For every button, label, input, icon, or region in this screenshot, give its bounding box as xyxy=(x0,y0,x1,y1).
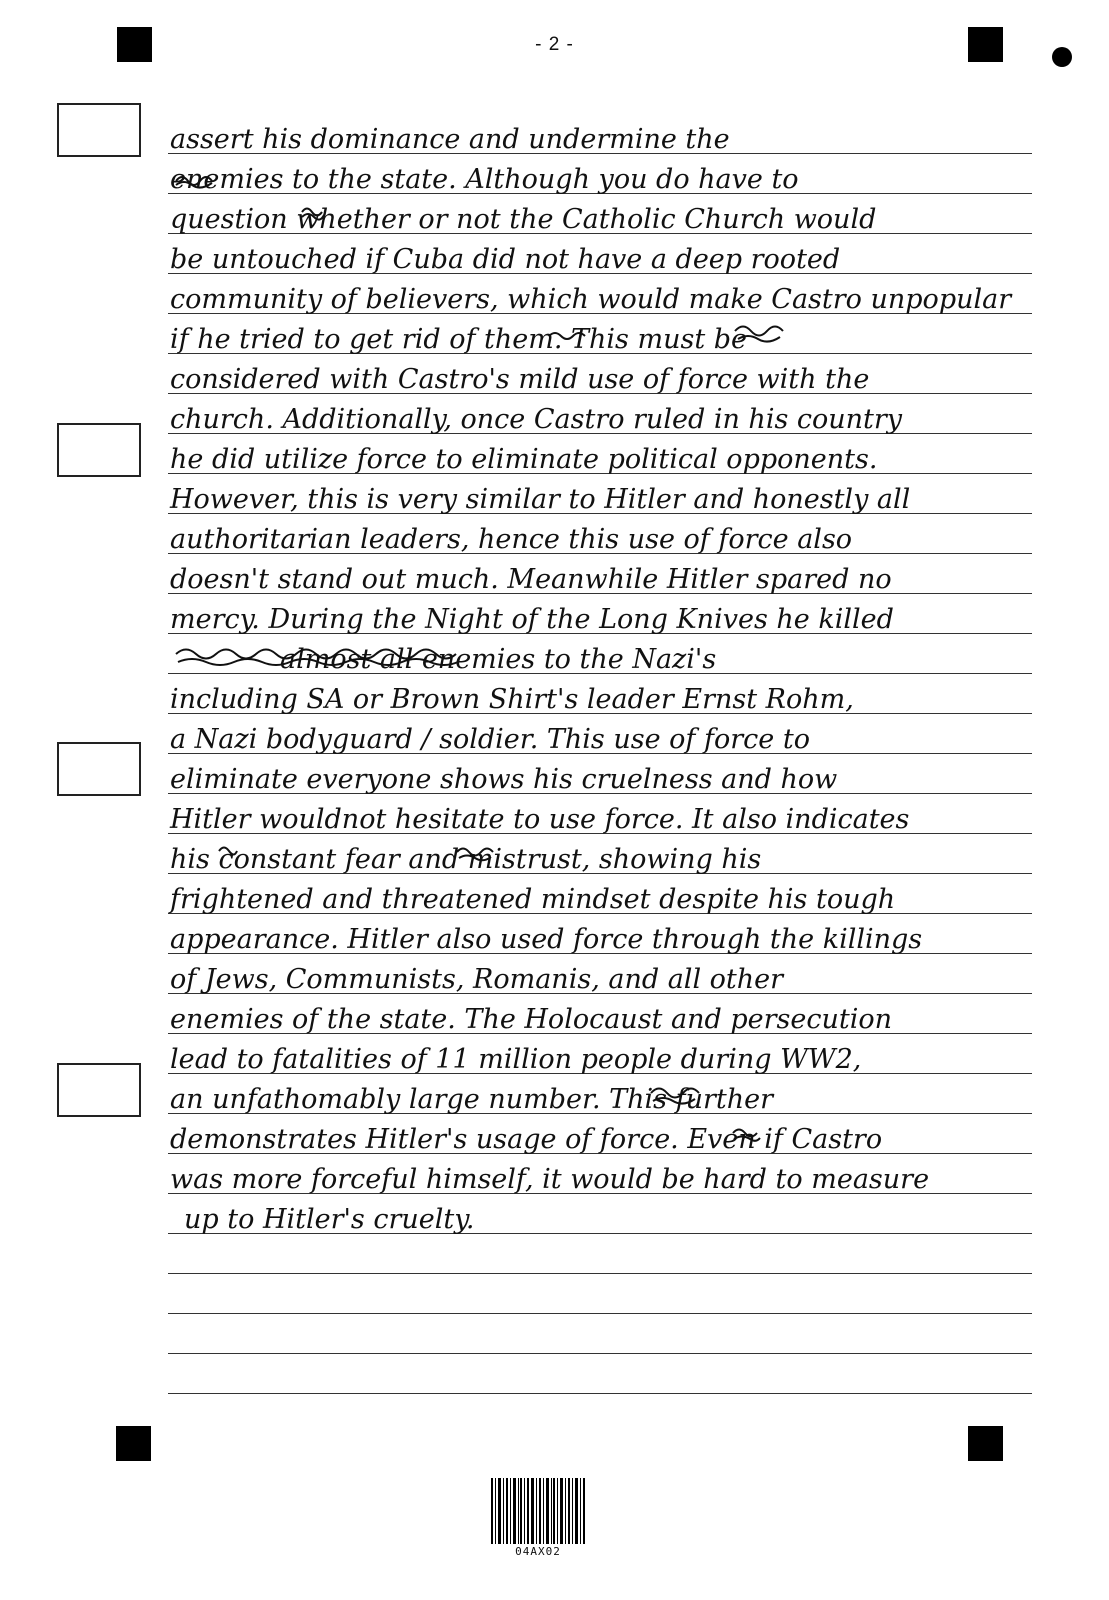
handwritten-line: question whether or not the Catholic Church would xyxy=(170,204,877,235)
handwritten-line: if he tried to get rid of them. This must be xyxy=(170,324,748,355)
handwritten-line: including SA or Brown Shirt's leader Ernst Rohm, xyxy=(170,684,854,715)
ruled-line xyxy=(168,1393,1032,1394)
handwritten-line: enemies of the state. The Holocaust and persecution xyxy=(170,1004,892,1035)
margin-box[interactable] xyxy=(57,742,141,796)
handwritten-line: authoritarian leaders, hence this use of force also xyxy=(170,524,853,555)
barcode xyxy=(491,1478,585,1544)
handwritten-line: an unfathomably large number. This further xyxy=(170,1084,774,1115)
handwritten-line: Hitler wouldnot hesitate to use force. It also indicates xyxy=(170,804,910,835)
ruled-line xyxy=(168,1313,1032,1314)
handwritten-line: community of believers, which would make Castro unpopular xyxy=(170,284,1012,315)
handwritten-line: be untouched if Cuba did not have a deep rooted xyxy=(170,244,841,275)
handwritten-line: considered with Castro's mild use of force with the xyxy=(170,364,870,395)
handwritten-line: mercy. During the Night of the Long Knives he killed xyxy=(170,604,894,635)
handwritten-line: his constant fear and mistrust, showing his xyxy=(170,844,762,875)
handwritten-line: was more forceful himself, it would be hard to measure xyxy=(170,1164,930,1195)
handwritten-line: he did utilize force to eliminate political opponents. xyxy=(170,444,878,475)
handwritten-line: enemies to the state. Although you do have to xyxy=(170,164,799,195)
ruled-line xyxy=(168,1273,1032,1274)
margin-box[interactable] xyxy=(57,1063,141,1117)
handwritten-line: However, this is very similar to Hitler and honestly all xyxy=(170,484,911,515)
handwritten-line: almost all enemies to the Nazi's xyxy=(280,644,717,675)
registration-mark-bottom-right xyxy=(968,1426,1003,1461)
handwritten-line: doesn't stand out much. Meanwhile Hitler spared no xyxy=(170,564,892,595)
handwritten-line: up to Hitler's cruelty. xyxy=(184,1204,475,1235)
hole-punch-mark xyxy=(1052,47,1072,67)
page-number: - 2 - xyxy=(535,34,574,55)
handwritten-line: of Jews, Communists, Romanis, and all other xyxy=(170,964,784,995)
registration-mark-bottom-left xyxy=(116,1426,151,1461)
registration-mark-top-left xyxy=(117,27,152,62)
margin-box[interactable] xyxy=(57,103,141,157)
registration-mark-top-right xyxy=(968,27,1003,62)
ruled-line xyxy=(168,1353,1032,1354)
handwritten-line: assert his dominance and undermine the xyxy=(170,124,730,155)
handwritten-line: demonstrates Hitler's usage of force. Even if Castro xyxy=(170,1124,883,1155)
handwritten-line: appearance. Hitler also used force through the killings xyxy=(170,924,923,955)
barcode-label: 04AX02 xyxy=(515,1545,561,1558)
handwritten-line: a Nazi bodyguard / soldier. This use of force to xyxy=(170,724,810,755)
handwritten-line: church. Additionally, once Castro ruled in his country xyxy=(170,404,903,435)
margin-box[interactable] xyxy=(57,423,141,477)
handwritten-line: lead to fatalities of 11 million people during WW2, xyxy=(170,1044,862,1075)
handwritten-line: frightened and threatened mindset despite his tough xyxy=(170,884,896,915)
handwritten-line: eliminate everyone shows his cruelness and how xyxy=(170,764,838,795)
